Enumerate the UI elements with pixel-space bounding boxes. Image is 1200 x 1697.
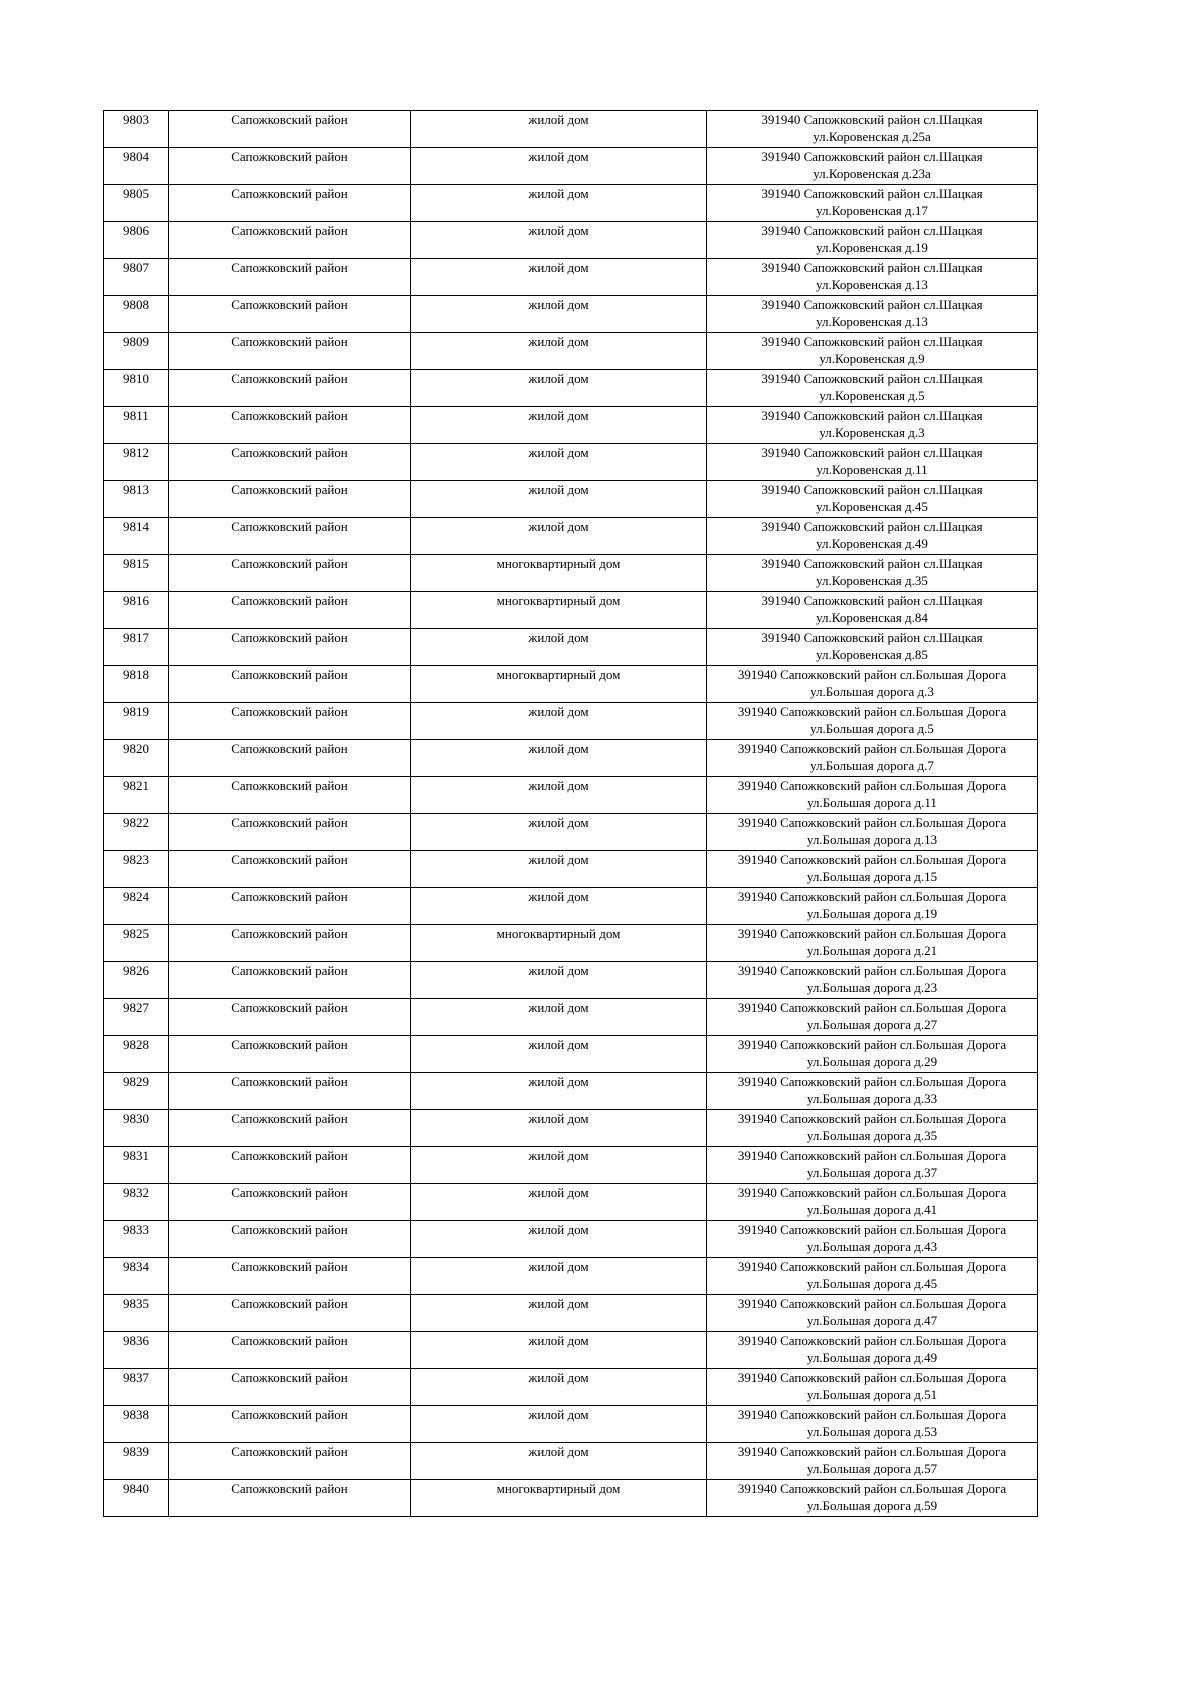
row-number-cell: 9815 — [104, 555, 169, 592]
address-line-1: 391940 Сапожковский район сл.Шацкая — [761, 149, 983, 164]
address-cell — [707, 1110, 1038, 1147]
address-line-2: ул.Коровенская д.13 — [816, 314, 928, 329]
address-line-1: 391940 Сапожковский район сл.Большая Дорога — [737, 852, 1007, 867]
address-cell — [707, 222, 1038, 259]
address-cell — [707, 962, 1038, 999]
district-cell: Сапожковский район — [169, 1221, 411, 1258]
building-type-cell: жилой дом — [411, 999, 707, 1036]
address-line-1: 391940 Сапожковский район сл.Большая Дорога — [737, 1074, 1007, 1089]
address-line-2: ул.Коровенская д.5 — [819, 388, 925, 403]
district-cell: Сапожковский район — [169, 1369, 411, 1406]
building-type-cell: жилой дом — [411, 333, 707, 370]
address-cell — [707, 592, 1038, 629]
address-line-1: 391940 Сапожковский район сл.Большая Дорога — [737, 1296, 1007, 1311]
address-line-2: ул.Большая дорога д.27 — [806, 1017, 938, 1032]
district-cell: Сапожковский район — [169, 1406, 411, 1443]
row-number-cell: 9805 — [104, 185, 169, 222]
address-line-2: ул.Коровенская д.13 — [816, 277, 928, 292]
address-line-1: 391940 Сапожковский район сл.Шацкая — [761, 556, 983, 571]
address-line-2: ул.Большая дорога д.37 — [806, 1165, 938, 1180]
district-cell: Сапожковский район — [169, 1147, 411, 1184]
district-cell: Сапожковский район — [169, 333, 411, 370]
row-number-cell: 9834 — [104, 1258, 169, 1295]
address-line-1: 391940 Сапожковский район сл.Большая Дорога — [737, 889, 1007, 904]
table-row — [104, 222, 1038, 259]
table-row — [104, 666, 1038, 703]
district-cell: Сапожковский район — [169, 185, 411, 222]
district-cell: Сапожковский район — [169, 222, 411, 259]
address-line-1: 391940 Сапожковский район сл.Большая Дорога — [737, 1407, 1007, 1422]
row-number-cell: 9823 — [104, 851, 169, 888]
row-number-cell: 9824 — [104, 888, 169, 925]
table-row — [104, 592, 1038, 629]
building-type-cell: жилой дом — [411, 1147, 707, 1184]
table-row — [104, 555, 1038, 592]
table-row — [104, 444, 1038, 481]
address-line-2: ул.Коровенская д.3 — [819, 425, 925, 440]
table-row — [104, 1258, 1038, 1295]
address-line-1: 391940 Сапожковский район сл.Большая Дорога — [737, 667, 1007, 682]
address-cell — [707, 1443, 1038, 1480]
address-line-2: ул.Коровенская д.23а — [813, 166, 931, 181]
row-number-cell: 9817 — [104, 629, 169, 666]
address-line-1: 391940 Сапожковский район сл.Большая Дорога — [737, 1037, 1007, 1052]
address-line-1: 391940 Сапожковский район сл.Шацкая — [761, 112, 983, 127]
district-cell: Сапожковский район — [169, 629, 411, 666]
address-line-1: 391940 Сапожковский район сл.Шацкая — [761, 334, 983, 349]
address-line-2: ул.Коровенская д.35 — [816, 573, 928, 588]
address-cell — [707, 1184, 1038, 1221]
row-number-cell: 9822 — [104, 814, 169, 851]
district-cell: Сапожковский район — [169, 259, 411, 296]
address-cell — [707, 1295, 1038, 1332]
table-row — [104, 740, 1038, 777]
table-row — [104, 962, 1038, 999]
table-row — [104, 148, 1038, 185]
row-number-cell: 9840 — [104, 1480, 169, 1517]
row-number-cell: 9827 — [104, 999, 169, 1036]
district-cell: Сапожковский район — [169, 481, 411, 518]
address-line-2: ул.Коровенская д.85 — [816, 647, 928, 662]
address-line-2: ул.Коровенская д.84 — [816, 610, 928, 625]
address-cell — [707, 333, 1038, 370]
table-row — [104, 1443, 1038, 1480]
address-line-1: 391940 Сапожковский район сл.Большая Дорога — [737, 1444, 1007, 1459]
address-line-2: ул.Большая дорога д.47 — [806, 1313, 938, 1328]
building-type-cell: жилой дом — [411, 629, 707, 666]
row-number-cell: 9819 — [104, 703, 169, 740]
row-number-cell: 9804 — [104, 148, 169, 185]
district-cell: Сапожковский район — [169, 888, 411, 925]
registry-body — [104, 111, 1038, 1517]
address-cell — [707, 444, 1038, 481]
address-cell — [707, 1332, 1038, 1369]
district-cell: Сапожковский район — [169, 518, 411, 555]
address-line-2: ул.Большая дорога д.23 — [806, 980, 938, 995]
address-line-1: 391940 Сапожковский район сл.Большая Дорога — [737, 1481, 1007, 1496]
table-row — [104, 629, 1038, 666]
building-type-cell: жилой дом — [411, 296, 707, 333]
address-line-1: 391940 Сапожковский район сл.Большая Дорога — [737, 815, 1007, 830]
table-row — [104, 1295, 1038, 1332]
address-line-2: ул.Коровенская д.17 — [816, 203, 928, 218]
district-cell: Сапожковский район — [169, 703, 411, 740]
district-cell: Сапожковский район — [169, 1480, 411, 1517]
district-cell: Сапожковский район — [169, 962, 411, 999]
row-number-cell: 9812 — [104, 444, 169, 481]
district-cell: Сапожковский район — [169, 1184, 411, 1221]
address-line-2: ул.Большая дорога д.5 — [810, 721, 934, 736]
address-line-1: 391940 Сапожковский район сл.Большая Дорога — [737, 1333, 1007, 1348]
address-line-2: ул.Большая дорога д.43 — [806, 1239, 938, 1254]
address-line-2: ул.Большая дорога д.21 — [806, 943, 938, 958]
district-cell: Сапожковский район — [169, 851, 411, 888]
table-row — [104, 518, 1038, 555]
address-cell — [707, 666, 1038, 703]
district-cell: Сапожковский район — [169, 1332, 411, 1369]
building-type-cell: жилой дом — [411, 444, 707, 481]
address-cell — [707, 1369, 1038, 1406]
address-line-1: 391940 Сапожковский район сл.Шацкая — [761, 186, 983, 201]
address-line-1: 391940 Сапожковский район сл.Большая Дорога — [737, 741, 1007, 756]
address-cell — [707, 1147, 1038, 1184]
address-cell — [707, 259, 1038, 296]
district-cell: Сапожковский район — [169, 444, 411, 481]
building-type-cell: жилой дом — [411, 814, 707, 851]
address-cell — [707, 851, 1038, 888]
row-number-cell: 9828 — [104, 1036, 169, 1073]
district-cell: Сапожковский район — [169, 999, 411, 1036]
address-line-1: 391940 Сапожковский район сл.Большая Дорога — [737, 1370, 1007, 1385]
table-row — [104, 296, 1038, 333]
row-number-cell: 9803 — [104, 111, 169, 148]
row-number-cell: 9829 — [104, 1073, 169, 1110]
row-number-cell: 9818 — [104, 666, 169, 703]
address-cell — [707, 185, 1038, 222]
address-line-2: ул.Коровенская д.9 — [819, 351, 925, 366]
row-number-cell: 9826 — [104, 962, 169, 999]
address-line-1: 391940 Сапожковский район сл.Большая Дорога — [737, 1111, 1007, 1126]
district-cell: Сапожковский район — [169, 666, 411, 703]
address-line-2: ул.Большая дорога д.7 — [810, 758, 934, 773]
address-cell — [707, 999, 1038, 1036]
row-number-cell: 9820 — [104, 740, 169, 777]
row-number-cell: 9814 — [104, 518, 169, 555]
address-line-2: ул.Большая дорога д.51 — [806, 1387, 938, 1402]
district-cell: Сапожковский район — [169, 370, 411, 407]
address-cell — [707, 1406, 1038, 1443]
table-row — [104, 481, 1038, 518]
address-line-2: ул.Большая дорога д.57 — [806, 1461, 938, 1476]
district-cell: Сапожковский район — [169, 1258, 411, 1295]
address-cell — [707, 629, 1038, 666]
building-type-cell: жилой дом — [411, 1406, 707, 1443]
district-cell: Сапожковский район — [169, 296, 411, 333]
building-type-cell: жилой дом — [411, 481, 707, 518]
housing-registry-table — [103, 110, 1038, 1517]
address-cell — [707, 1221, 1038, 1258]
district-cell: Сапожковский район — [169, 1073, 411, 1110]
address-cell — [707, 1036, 1038, 1073]
table-row — [104, 185, 1038, 222]
address-line-1: 391940 Сапожковский район сл.Шацкая — [761, 223, 983, 238]
address-line-1: 391940 Сапожковский район сл.Шацкая — [761, 445, 983, 460]
district-cell: Сапожковский район — [169, 1295, 411, 1332]
building-type-cell: многоквартирный дом — [411, 666, 707, 703]
row-number-cell: 9831 — [104, 1147, 169, 1184]
address-line-1: 391940 Сапожковский район сл.Шацкая — [761, 408, 983, 423]
table-row — [104, 370, 1038, 407]
table-row — [104, 1369, 1038, 1406]
row-number-cell: 9807 — [104, 259, 169, 296]
address-line-1: 391940 Сапожковский район сл.Шацкая — [761, 260, 983, 275]
address-line-2: ул.Большая дорога д.53 — [806, 1424, 938, 1439]
building-type-cell: жилой дом — [411, 888, 707, 925]
address-line-1: 391940 Сапожковский район сл.Большая Дорога — [737, 1222, 1007, 1237]
address-cell — [707, 703, 1038, 740]
building-type-cell: жилой дом — [411, 407, 707, 444]
address-line-1: 391940 Сапожковский район сл.Большая Дорога — [737, 963, 1007, 978]
table-row — [104, 851, 1038, 888]
building-type-cell: жилой дом — [411, 1295, 707, 1332]
address-line-2: ул.Коровенская д.25а — [813, 129, 931, 144]
address-cell — [707, 1073, 1038, 1110]
row-number-cell: 9808 — [104, 296, 169, 333]
table-row — [104, 1221, 1038, 1258]
address-cell — [707, 370, 1038, 407]
building-type-cell: жилой дом — [411, 1110, 707, 1147]
row-number-cell: 9821 — [104, 777, 169, 814]
district-cell: Сапожковский район — [169, 148, 411, 185]
district-cell: Сапожковский район — [169, 777, 411, 814]
address-line-1: 391940 Сапожковский район сл.Большая Дорога — [737, 926, 1007, 941]
address-line-1: 391940 Сапожковский район сл.Шацкая — [761, 297, 983, 312]
address-line-2: ул.Коровенская д.49 — [816, 536, 928, 551]
table-row — [104, 999, 1038, 1036]
district-cell: Сапожковский район — [169, 925, 411, 962]
building-type-cell: многоквартирный дом — [411, 925, 707, 962]
table-row — [104, 1332, 1038, 1369]
address-line-2: ул.Большая дорога д.3 — [810, 684, 934, 699]
building-type-cell: жилой дом — [411, 851, 707, 888]
row-number-cell: 9832 — [104, 1184, 169, 1221]
row-number-cell: 9837 — [104, 1369, 169, 1406]
address-line-1: 391940 Сапожковский район сл.Большая Дорога — [737, 1148, 1007, 1163]
district-cell: Сапожковский район — [169, 1443, 411, 1480]
table-row — [104, 1147, 1038, 1184]
address-cell — [707, 888, 1038, 925]
address-line-2: ул.Большая дорога д.49 — [806, 1350, 938, 1365]
row-number-cell: 9816 — [104, 592, 169, 629]
row-number-cell: 9839 — [104, 1443, 169, 1480]
district-cell: Сапожковский район — [169, 740, 411, 777]
address-line-1: 391940 Сапожковский район сл.Шацкая — [761, 371, 983, 386]
address-line-2: ул.Коровенская д.11 — [816, 462, 928, 477]
table-row — [104, 333, 1038, 370]
row-number-cell: 9809 — [104, 333, 169, 370]
building-type-cell: жилой дом — [411, 740, 707, 777]
building-type-cell: жилой дом — [411, 370, 707, 407]
district-cell: Сапожковский район — [169, 592, 411, 629]
address-line-2: ул.Большая дорога д.33 — [806, 1091, 938, 1106]
building-type-cell: многоквартирный дом — [411, 592, 707, 629]
building-type-cell: жилой дом — [411, 962, 707, 999]
address-cell — [707, 1258, 1038, 1295]
address-cell — [707, 111, 1038, 148]
table-row — [104, 111, 1038, 148]
district-cell: Сапожковский район — [169, 407, 411, 444]
address-cell — [707, 296, 1038, 333]
address-line-1: 391940 Сапожковский район сл.Шацкая — [761, 519, 983, 534]
address-line-1: 391940 Сапожковский район сл.Шацкая — [761, 482, 983, 497]
row-number-cell: 9835 — [104, 1295, 169, 1332]
address-line-1: 391940 Сапожковский район сл.Шацкая — [761, 630, 983, 645]
building-type-cell: жилой дом — [411, 1184, 707, 1221]
table-row — [104, 777, 1038, 814]
address-cell — [707, 518, 1038, 555]
building-type-cell: жилой дом — [411, 1443, 707, 1480]
address-cell — [707, 925, 1038, 962]
row-number-cell: 9813 — [104, 481, 169, 518]
address-line-1: 391940 Сапожковский район сл.Большая Дорога — [737, 1185, 1007, 1200]
address-line-1: 391940 Сапожковский район сл.Большая Дорога — [737, 778, 1007, 793]
address-cell — [707, 407, 1038, 444]
address-line-2: ул.Большая дорога д.11 — [807, 795, 937, 810]
district-cell: Сапожковский район — [169, 555, 411, 592]
building-type-cell: многоквартирный дом — [411, 1480, 707, 1517]
building-type-cell: жилой дом — [411, 777, 707, 814]
table-row — [104, 1073, 1038, 1110]
district-cell: Сапожковский район — [169, 111, 411, 148]
building-type-cell: жилой дом — [411, 1036, 707, 1073]
building-type-cell: жилой дом — [411, 222, 707, 259]
row-number-cell: 9810 — [104, 370, 169, 407]
address-line-1: 391940 Сапожковский район сл.Большая Дорога — [737, 1259, 1007, 1274]
building-type-cell: жилой дом — [411, 1221, 707, 1258]
building-type-cell: многоквартирный дом — [411, 555, 707, 592]
address-line-2: ул.Коровенская д.19 — [816, 240, 928, 255]
table-row — [104, 1406, 1038, 1443]
building-type-cell: жилой дом — [411, 518, 707, 555]
table-row — [104, 1036, 1038, 1073]
table-row — [104, 703, 1038, 740]
table-row — [104, 925, 1038, 962]
address-line-1: 391940 Сапожковский район сл.Шацкая — [761, 593, 983, 608]
address-line-2: ул.Коровенская д.45 — [816, 499, 928, 514]
table-row — [104, 407, 1038, 444]
building-type-cell: жилой дом — [411, 148, 707, 185]
building-type-cell: жилой дом — [411, 1369, 707, 1406]
building-type-cell: жилой дом — [411, 703, 707, 740]
address-cell — [707, 740, 1038, 777]
row-number-cell: 9836 — [104, 1332, 169, 1369]
address-line-2: ул.Большая дорога д.45 — [806, 1276, 938, 1291]
address-cell — [707, 148, 1038, 185]
row-number-cell: 9833 — [104, 1221, 169, 1258]
district-cell: Сапожковский район — [169, 1110, 411, 1147]
address-line-1: 391940 Сапожковский район сл.Большая Дорога — [737, 704, 1007, 719]
row-number-cell: 9806 — [104, 222, 169, 259]
building-type-cell: жилой дом — [411, 185, 707, 222]
table-row — [104, 259, 1038, 296]
address-cell — [707, 481, 1038, 518]
table-row — [104, 888, 1038, 925]
district-cell: Сапожковский район — [169, 1036, 411, 1073]
address-cell — [707, 1480, 1038, 1517]
table-row — [104, 1480, 1038, 1517]
row-number-cell: 9811 — [104, 407, 169, 444]
address-line-2: ул.Большая дорога д.35 — [806, 1128, 938, 1143]
address-line-2: ул.Большая дорога д.41 — [806, 1202, 938, 1217]
building-type-cell: жилой дом — [411, 259, 707, 296]
row-number-cell: 9825 — [104, 925, 169, 962]
address-line-2: ул.Большая дорога д.59 — [806, 1498, 938, 1513]
building-type-cell: жилой дом — [411, 1332, 707, 1369]
district-cell: Сапожковский район — [169, 814, 411, 851]
table-row — [104, 1184, 1038, 1221]
building-type-cell: жилой дом — [411, 1258, 707, 1295]
building-type-cell: жилой дом — [411, 111, 707, 148]
address-line-2: ул.Большая дорога д.13 — [806, 832, 938, 847]
row-number-cell: 9830 — [104, 1110, 169, 1147]
address-cell — [707, 777, 1038, 814]
address-line-2: ул.Большая дорога д.15 — [806, 869, 938, 884]
address-line-1: 391940 Сапожковский район сл.Большая Дорога — [737, 1000, 1007, 1015]
address-line-2: ул.Большая дорога д.19 — [806, 906, 938, 921]
table-row — [104, 1110, 1038, 1147]
table-row — [104, 814, 1038, 851]
address-cell — [707, 555, 1038, 592]
address-line-2: ул.Большая дорога д.29 — [806, 1054, 938, 1069]
address-cell — [707, 814, 1038, 851]
building-type-cell: жилой дом — [411, 1073, 707, 1110]
row-number-cell: 9838 — [104, 1406, 169, 1443]
